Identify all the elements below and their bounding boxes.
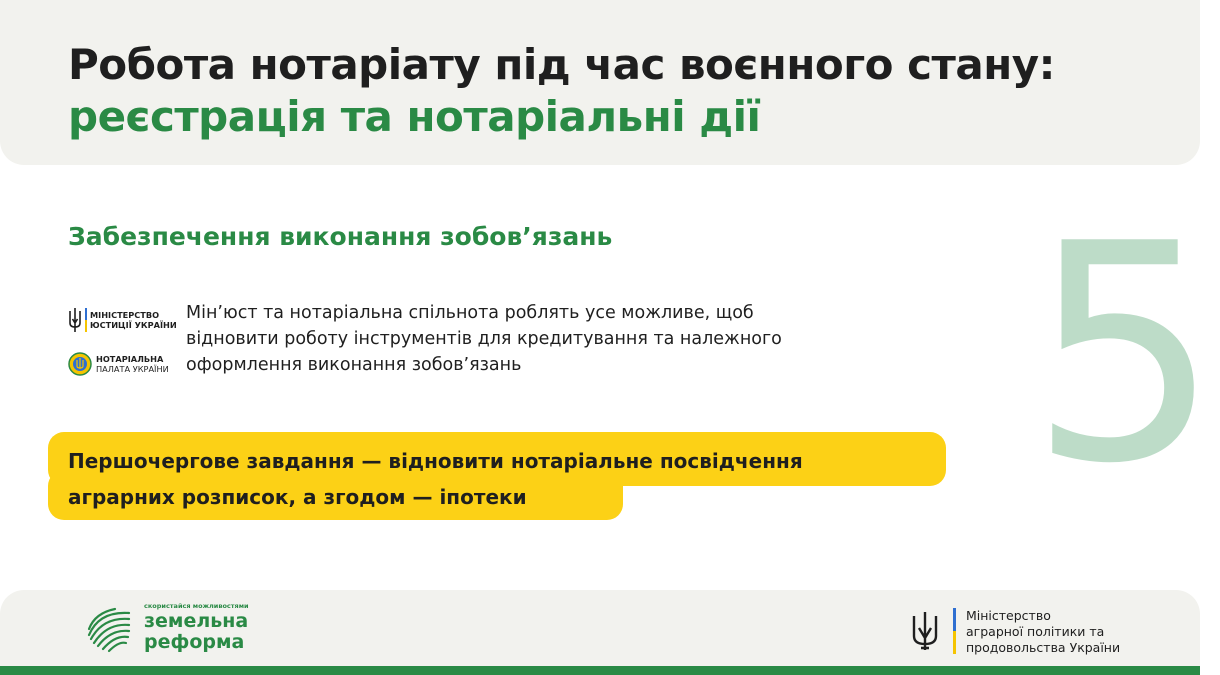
coat-of-arms-icon [910, 610, 940, 652]
notary-seal-icon [68, 352, 92, 376]
logo-text-line: НОТАРІАЛЬНА [96, 354, 164, 364]
section-heading: Забезпечення виконання зобов’язань [68, 222, 613, 251]
slide-number: 5 [1029, 180, 1220, 529]
ministry-of-justice-label [90, 310, 177, 330]
logo-text-line: МІНІСТЕРСТВО [90, 310, 160, 320]
notary-chamber-label [96, 354, 169, 374]
flag-bar [85, 308, 87, 332]
brand-tagline: скористайся можливостями [144, 602, 249, 610]
notary-chamber-logo [68, 350, 178, 378]
highlight-text [68, 443, 803, 515]
page-subtitle: реєстрація та нотаріальні дії [68, 92, 761, 141]
brand-name-line: земельна [144, 610, 249, 632]
footer-stripe [0, 666, 1200, 675]
ministry-line: Міністерство [966, 608, 1051, 623]
body-line: відновити роботу інструментів для кредитування та належного [186, 329, 782, 349]
highlight-line: Першочергове завдання — відновити нотаріальне посвідчення [68, 449, 803, 473]
body-line: Мін’юст та нотаріальна спільнота роблять усе можливе, щоб [186, 303, 754, 323]
body-line: оформлення виконання зобов’язань [186, 355, 522, 375]
ministry-of-justice-logo [68, 305, 178, 335]
highlight-line: аграрних розписок, а згодом — іпотеки [68, 485, 527, 509]
trident-icon [68, 307, 82, 333]
brand-name-line: реформа [144, 631, 245, 653]
logo-text-line: ЮСТИЦІЇ УКРАЇНИ [90, 320, 177, 330]
ministry-line: продовольства України [966, 640, 1121, 655]
brand-name [144, 611, 248, 653]
ministry-line: аграрної політики та [966, 624, 1105, 639]
body-paragraph [186, 300, 906, 378]
logo-text-line: ПАЛАТА УКРАЇНИ [96, 364, 169, 374]
land-reform-logo-icon [85, 605, 133, 653]
ministry-agrarian-label [966, 608, 1120, 656]
flag-bar [953, 608, 956, 654]
page-title: Робота нотаріату під час воєнного стану: [68, 40, 1055, 89]
